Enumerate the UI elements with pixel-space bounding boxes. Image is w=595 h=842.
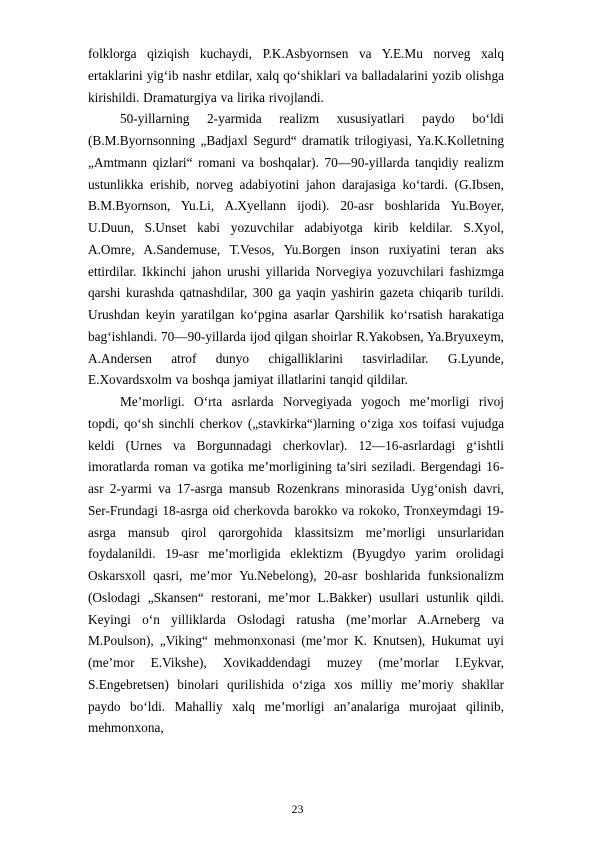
page-number: 23 [291,802,304,816]
paragraph-architecture: Me’morligi. O‘rta asrlarda Norvegiyada yogoch me’morligi rivoj topdi, qo‘sh sinchli cherkov („stavkirka“)larning o‘ziga xos toifasi vujudga keldi (Urnes va Borgunnadagi cherkovlar). 12—16-asrlardagi g‘ishtli imoratlarda roman va gotika me’morligining ta’siri seziladi. Bergendagi 16-asr 2-yarmi va 17-asrga mansub Rozenkrans minorasida Uyg‘onish davri, Ser-Frundagi 18-asrga oid cherkovda barokko va rokoko, Tronxeymdagi 19-asrga mansub qirol qarorgohida klassitsizm me’morligi unsurlaridan foydalanildi. 19-asr me’morligida eklektizm (Byugdyo yarim orolidagi Oskarsxoll qasri, me’mor Yu.Nebelong), 20-asr boshlarida funksionalizm (Oslodagi „Skansen“ restorani, me’mor L.Bakker) usullari ustunlik qildi. Keyingi o‘n yilliklarda Oslodagi ratusha (me’morlar A.Arneberg va M.Poulson), „Viking“ mehmonxonasi (me’mor K. Knutsen), Hukumat uyi (me’mor E.Vikshe), Xovikaddendagi muzey (me’morlar I.Eykvar, S.Engebretsen) binolari qurilishida o‘ziga xos milliy me’moriy shakllar paydo bo‘ldi. Mahalliy xalq me’morligi an’analariga murojaat qilinib, mehmonxona, [88,394,504,736]
body-text [88,43,504,739]
paragraph-realism: 50-yillarning 2-yarmida realizm xususiyatlari paydo bo‘ldi (B.M.Byornsonning „Badjaxl Segurd“ dramatik trilogiyasi, Ya.K.Kolletning „Amtmann qizlari“ romani va boshqalar). 70—90-yillarda tanqidiy realizm ustunlikka erishib, norveg adabiyotini jahon darajasiga ko‘tardi. (G.Ibsen, B.M.Byornson, Yu.Li, A.Xyellann ijodi). 20-asr boshlarida Yu.Boyer, U.Duun, S.Unset kabi yozuvchilar adabiyotga kirib keldilar. S.Xyol, A.Omre, A.Sandemuse, T.Vesos, Yu.Borgen inson ruxiyatini teran aks ettirdilar. Ikkinchi jahon urushi yillarida Norvegiya yozuvchilari fashizmga qarshi kurashda qatnashdilar, 300 ga yaqin yashirin gazeta chiqarib turildi. Urushdan keyin yaratilgan ko‘pgina asarlar Qarshilik ko‘rsatish harakatiga bag‘ishlandi. 70—90-yillarda ijod qilgan shoirlar R.Yakobsen, Ya.Bryuxeym, A.Andersen atrof dunyo chigalliklarini tasvirladilar. G.Lyunde, E.Xovardsxolm va boshqa jamiyat illatlarini tanqid qildilar. [88,111,504,388]
paragraph-continuation: folklorga qiziqish kuchaydi, P.K.Asbyornsen va Y.E.Mu norveg xalq ertaklarini yig‘ib nashr etdilar, xalq qo‘shiklari va balladalarini yozib olishga kirishildi. Dramaturgiya va lirika rivojlandi. [88,46,504,105]
